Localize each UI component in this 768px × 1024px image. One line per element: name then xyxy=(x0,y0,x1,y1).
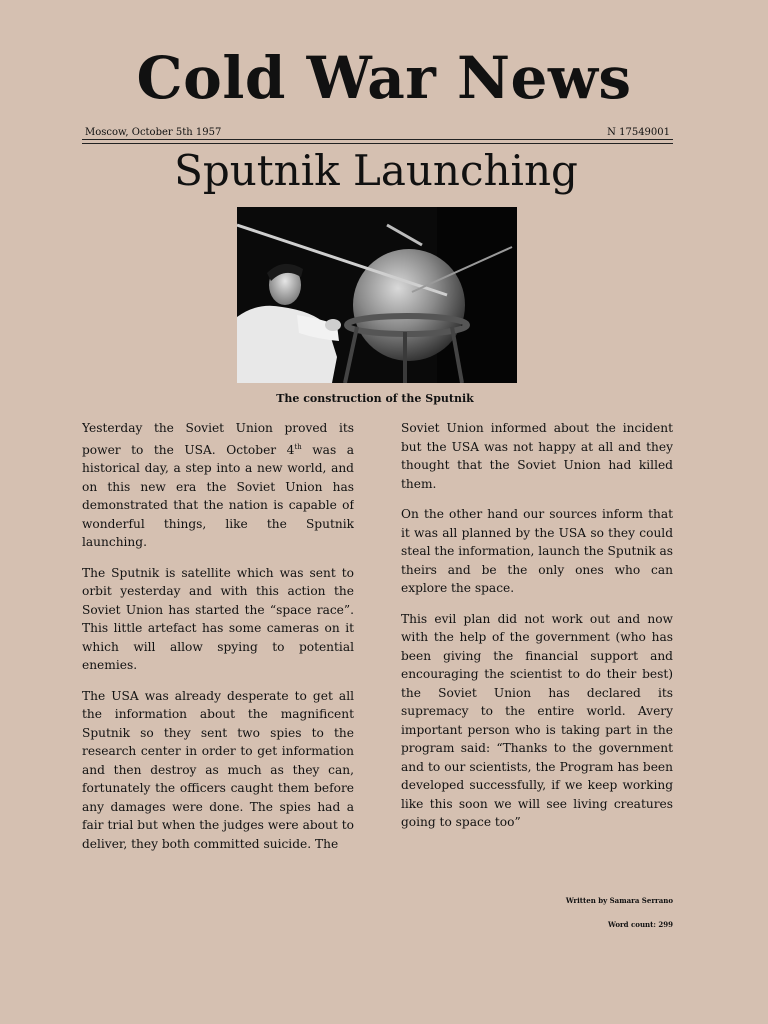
masthead-title: Cold War News xyxy=(136,44,632,112)
article-paragraph: The Sputnik is satellite which was sent to orbit yesterday and with this action the Soviet Union has started the “space race”. This little artefact has some cameras on it which will allow spying to potential enemies. xyxy=(82,565,354,673)
article-paragraph: Soviet Union informed about the incident but the USA was not happy at all and they thought that the Soviet Union had killed them. xyxy=(401,421,673,491)
dateline xyxy=(82,127,673,140)
header-rule xyxy=(82,143,673,144)
article-paragraph: The USA was already desperate to get all the information about the magnificent Sputnik so they sent two spies to the research center in order to get information and then destroy as much as they can, fortunately the officers caught them before any damages were done. The spies had a fair trial but when the judges were about to deliver, they both committed suicide. The xyxy=(82,688,354,851)
article-column-right xyxy=(401,419,673,844)
article-paragraph: This evil plan did not work out and now with the help of the government (who has been giving the financial support and encouraging the scientist to do their best) the Soviet Union has declared its supremacy to the entire world. Avery important person who is taking part in the program said: “Thanks to the government and to our scientists, the Program has been developed successfully, if we keep working like this soon we will see living creatures going to space too” xyxy=(401,611,673,829)
sputnik-photo-drawing xyxy=(237,207,517,383)
article-paragraph: Yesterday the Soviet Union proved its power to the USA. October 4th was a historical day, a step into a new world, and on this new era the Soviet Union has demonstrated that the nation is capable of wonderful things, like the Sputnik launching. xyxy=(82,421,354,550)
word-count: Word count: 299 xyxy=(608,920,673,929)
dateline-place-date: Moscow, October 5th 1957 xyxy=(85,127,222,138)
sputnik-photo xyxy=(237,207,517,383)
article-headline: Sputnik Launching xyxy=(174,146,578,195)
article-paragraph: On the other hand our sources inform that it was all planned by the USA so they could steal the information, launch the Sputnik as theirs and be the only ones who can explore the space. xyxy=(401,507,673,595)
author-credit: Written by Samara Serrano xyxy=(565,896,673,905)
issue-number: N 17549001 xyxy=(607,127,670,138)
article-column-left xyxy=(82,419,354,853)
photo-caption: The construction of the Sputnik xyxy=(276,392,474,405)
